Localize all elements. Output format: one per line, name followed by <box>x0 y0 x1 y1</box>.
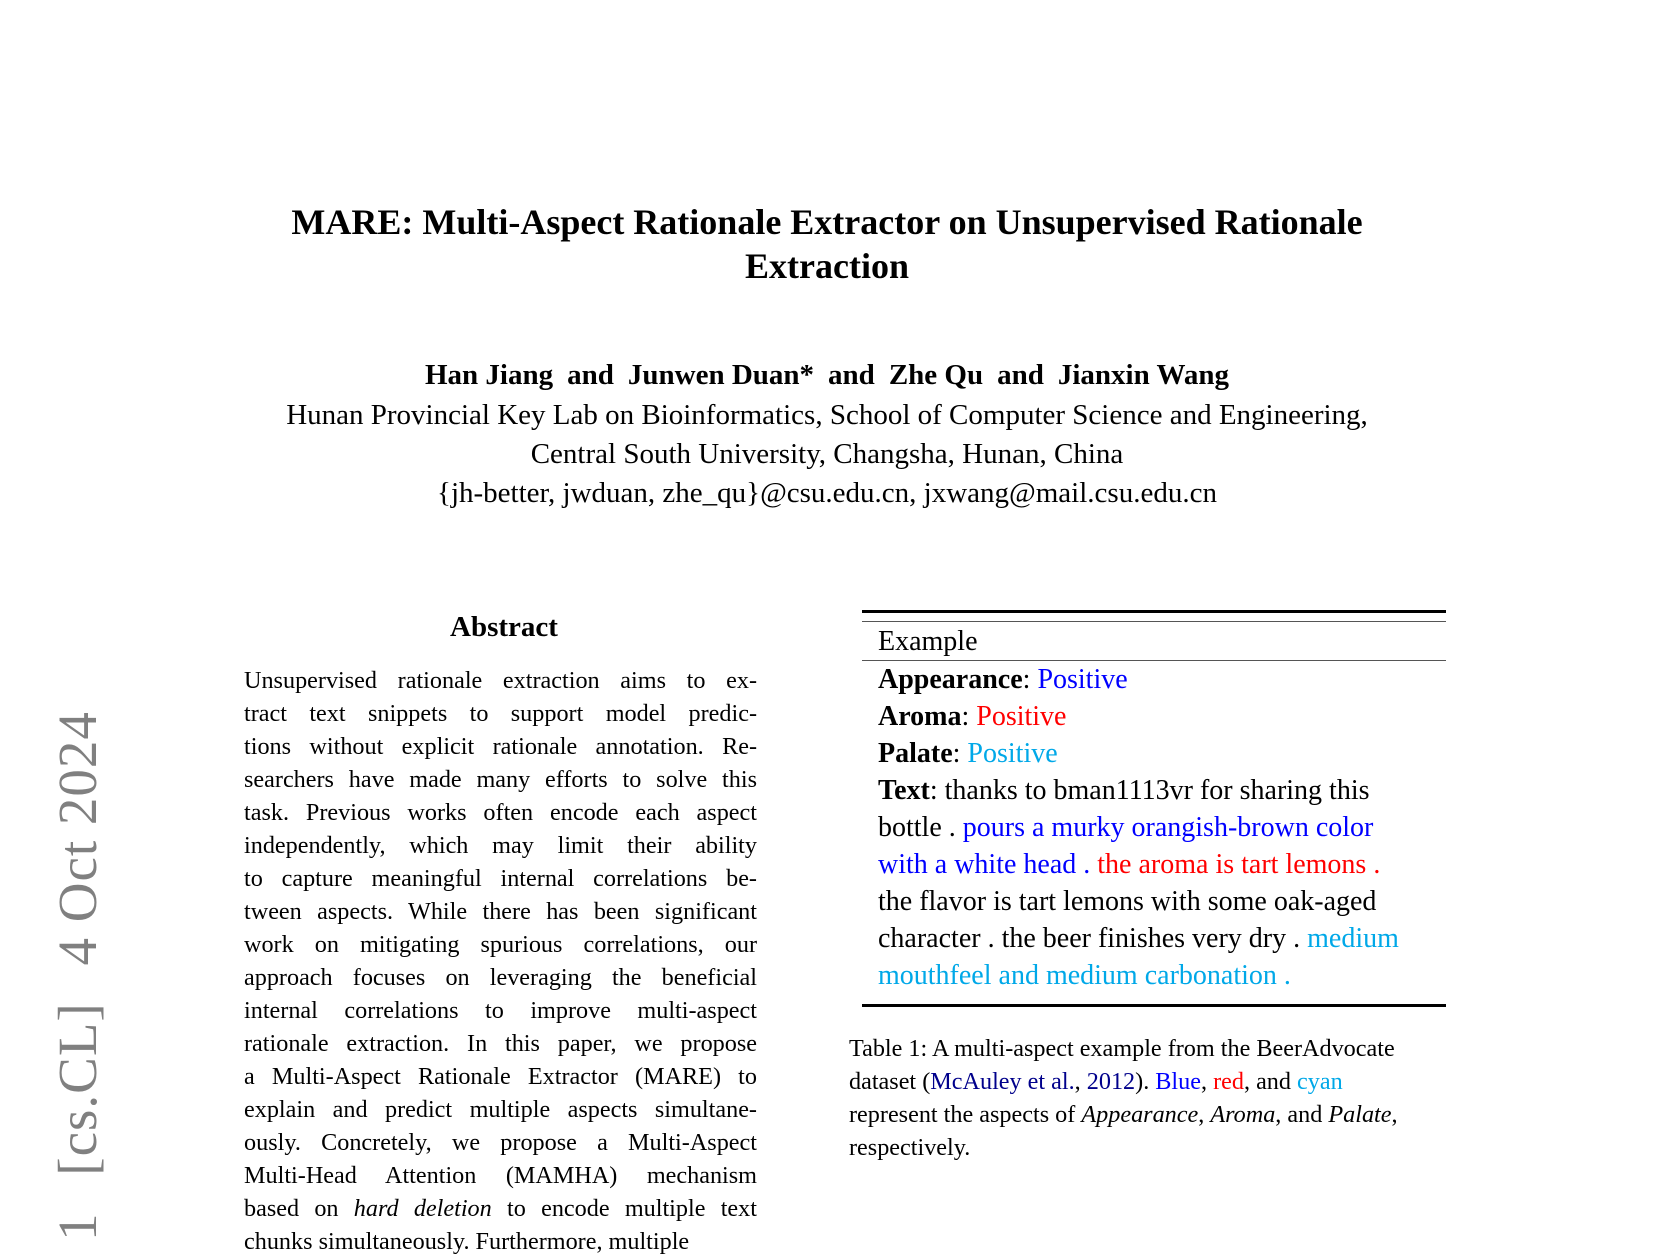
arxiv-category: [cs.CL] <box>47 1002 108 1176</box>
aspect-value: Positive <box>1037 664 1128 695</box>
rationale-appearance: pours a murky orangish-brown color <box>962 812 1374 843</box>
color-key-blue: Blue <box>1155 1068 1201 1095</box>
abstract-line: ously. Concretely, we propose a Multi-Aspect <box>244 1129 757 1156</box>
table-caption <box>849 1032 1459 1164</box>
aspect-name: Aroma <box>1210 1101 1276 1128</box>
aspect-label: Appearance <box>878 664 1023 695</box>
citation-year-link[interactable]: 2012 <box>1086 1068 1136 1095</box>
abstract-line: internal correlations to improve multi-aspect <box>244 997 757 1024</box>
author-separator: and <box>567 359 614 391</box>
abstract-line <box>244 1192 757 1225</box>
aspect-name: Palate <box>1328 1101 1392 1128</box>
abstract-line: tions without explicit rationale annotation. Re- <box>244 733 757 760</box>
color-key-red: red <box>1213 1068 1244 1095</box>
author: Jianxin Wang <box>1057 359 1229 391</box>
affiliation-line-1: Hunan Provincial Key Lab on Bioinformatics, School of Computer Science and Engineering, <box>286 399 1368 431</box>
abstract-line: explain and predict multiple aspects simultane- <box>244 1096 757 1123</box>
author-list <box>150 356 1504 394</box>
caption-line: Table 1: A multi-aspect example from the BeerAdvocate <box>849 1035 1395 1062</box>
review-line <box>878 846 1446 883</box>
review-text: character . the beer finishes very dry . <box>878 923 1308 954</box>
review-line: Text: thanks to bman1113vr for sharing this <box>878 775 1370 806</box>
table-top-rule <box>862 610 1446 613</box>
abstract-line-cut: chunks simultaneously. Furthermore, multiple <box>244 1228 690 1255</box>
abstract-body <box>244 664 757 1258</box>
paper-title-line-2: Extraction <box>745 246 909 286</box>
caption-text: , <box>1391 1101 1398 1128</box>
author-separator: and <box>828 359 875 391</box>
review-text: bottle . <box>878 812 963 843</box>
caption-text: , and <box>1275 1101 1329 1128</box>
arxiv-date: 4 Oct 2024 <box>47 711 108 966</box>
caption-text: , <box>1200 1068 1214 1095</box>
affiliation-block <box>150 396 1504 513</box>
abstract-heading: Abstract <box>450 611 558 643</box>
paper-title <box>150 200 1504 288</box>
author: Zhe Qu <box>888 359 984 391</box>
paper-title-line-1: MARE: Multi-Aspect Rationale Extractor on Unsupervised Rationale <box>291 202 1363 242</box>
review-line <box>878 809 1446 846</box>
abstract-line: independently, which may limit their ability <box>244 832 757 859</box>
abstract-line: task. Previous works often encode each aspect <box>244 799 757 826</box>
aspect-value: Positive <box>976 701 1067 732</box>
arxiv-watermark <box>48 689 108 1241</box>
rationale-palate: mouthfeel and medium carbonation . <box>878 960 1291 991</box>
abstract-line: Multi-Head Attention (MAMHA) mechanism <box>244 1162 757 1189</box>
abstract-line: to capture meaningful internal correlations be- <box>244 865 757 892</box>
caption-line <box>849 1098 1459 1131</box>
table-header: Example <box>878 626 978 657</box>
rationale-appearance: with a white head . <box>878 849 1098 880</box>
caption-text: , and <box>1243 1068 1298 1095</box>
caption-text: ). <box>1135 1068 1156 1095</box>
author: Junwen Duan* <box>627 359 815 391</box>
author-emails: {jh-better, jwduan, zhe_qu}@csu.edu.cn, jxwang@mail.csu.edu.cn <box>437 477 1217 509</box>
table-row-text <box>862 772 1446 994</box>
abstract-line: Unsupervised rationale extraction aims to ex- <box>244 667 757 694</box>
text-label: Text <box>878 775 930 806</box>
caption-line: respectively. <box>849 1134 971 1161</box>
aspect-value: Positive <box>967 738 1058 769</box>
caption-text: dataset ( <box>849 1068 931 1095</box>
aspect-name: Appearance <box>1081 1101 1199 1128</box>
abstract-text: to encode multiple text <box>491 1195 757 1222</box>
rationale-aroma: the aroma is tart lemons . <box>1097 849 1381 880</box>
table-1 <box>862 610 1446 1007</box>
color-key-cyan: cyan <box>1297 1068 1343 1095</box>
abstract-emphasis: hard deletion <box>353 1195 492 1222</box>
table-row-aroma: Aroma: Positive <box>878 701 1067 732</box>
table-row-palate: Palate: Positive <box>878 738 1058 769</box>
abstract-line: searchers have made many efforts to solve this <box>244 766 757 793</box>
affiliation-line-2: Central South University, Changsha, Hunan, China <box>530 438 1124 470</box>
aspect-label: Palate <box>878 738 953 769</box>
review-line <box>878 957 1446 994</box>
review-line <box>878 920 1446 957</box>
caption-text: represent the aspects of <box>849 1101 1082 1128</box>
caption-text: , <box>1074 1068 1087 1095</box>
author-separator: and <box>997 359 1044 391</box>
author: Han Jiang <box>425 359 554 391</box>
table-row-appearance: Appearance: Positive <box>878 664 1128 695</box>
abstract-line: rationale extraction. In this paper, we propose <box>244 1030 757 1057</box>
abstract-line: a Multi-Aspect Rationale Extractor (MARE) to <box>244 1063 757 1090</box>
abstract-line: tween aspects. While there has been significant <box>244 898 757 925</box>
review-line: the flavor is tart lemons with some oak-aged <box>878 886 1377 917</box>
abstract-line: work on mitigating spurious correlations, our <box>244 931 757 958</box>
caption-line <box>849 1065 1459 1098</box>
abstract-line: approach focuses on leveraging the beneficial <box>244 964 757 991</box>
table-bottom-rule <box>862 1004 1446 1007</box>
review-text: thanks to bman1113vr for sharing this <box>944 775 1370 806</box>
abstract-text: based on <box>244 1195 354 1222</box>
aspect-label: Aroma <box>878 701 962 732</box>
abstract-line: tract text snippets to support model predic- <box>244 700 757 727</box>
citation-link[interactable]: McAuley et al. <box>930 1068 1075 1095</box>
rationale-palate: medium <box>1307 923 1399 954</box>
caption-text: , <box>1198 1101 1211 1128</box>
arxiv-id-fragment: 1 <box>47 1212 108 1241</box>
